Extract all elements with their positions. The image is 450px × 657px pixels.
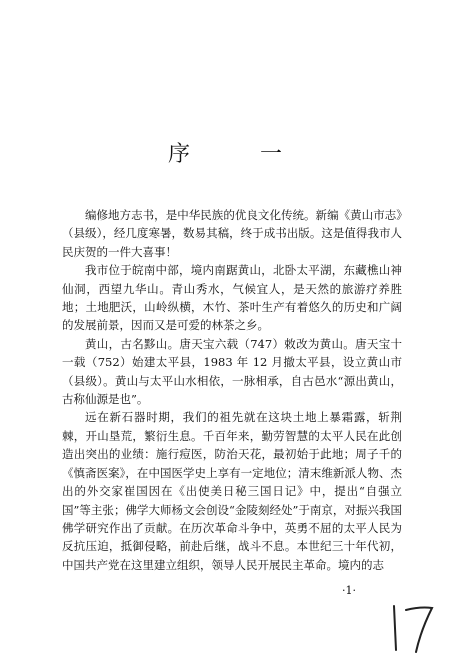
paragraph-2: 我市位于皖南中部，境内南踞黄山，北卧太平湖，东藏樵山神仙洞，西望九华山。青山秀水，气候宜人，是天然的旅游疗养胜地；土地肥沃，山岭纵横，木竹、茶叶生产有着悠久的历史和广阔的发展前景，因而又是可爱的林茶之乡。 <box>62 263 402 333</box>
page-title: 序 一 <box>167 142 306 167</box>
paragraph-1: 编修地方志书，是中华民族的优良文化传统。新编《黄山市志》（县级），经几度寒暑，数易其稿，终于成书出版。这是值得我市人民庆贺的一件大喜事！ <box>62 208 402 259</box>
paragraph-4: 远在新石器时期，我们的祖先就在这块土地上暴霜露，斩荆棘，开山垦荒，繁衍生息。千百年来，勤劳智慧的太平人民在此创造出突出的业绩：施行痘医，防治天花，最初始于此地；周子千的《慎斋医案》，在中国医学史上享有一定地位；清末维新派人物、杰出的外交家崔国因在《出使美日秘三国日记》中，提出“自强立国”等主张；佛学大师杨文会创设“金陵刻经处”于南京，对振兴我国佛学研究作出了贡献。在历次革命斗争中，英勇不屈的太平人民为反抗压迫，抵御侵略，前赴后继，战斗不息。本世纪三十年代初，中国共产党在这里建立组织，领导人民开展民主革命。境内的志 <box>62 410 402 572</box>
page-number: ·1· <box>342 584 356 597</box>
handwritten-page-mark <box>384 602 440 654</box>
body-text <box>62 206 402 574</box>
paragraph-3: 黄山，古名黟山。唐天宝六载（747）敕改为黄山。唐天宝十一载（752）始建太平县，1983 年 12 月撤太平县，设立黄山市（县级）。黄山与太平山水相依，一脉相承，自古邑水“源出黄山，古称仙源是也”。 <box>62 336 402 407</box>
